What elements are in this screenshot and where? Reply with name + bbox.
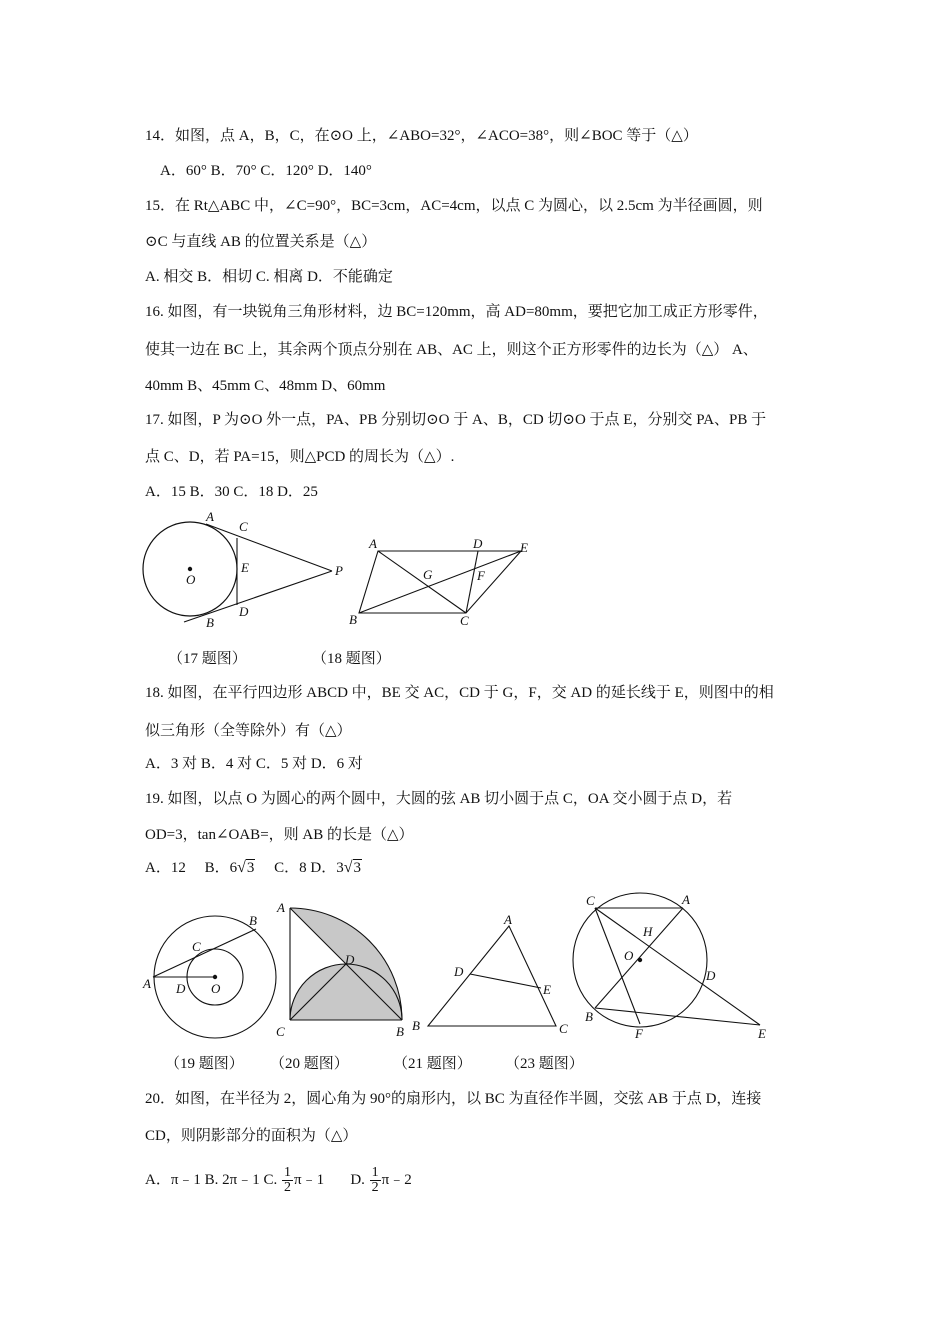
fig18-label-e: E xyxy=(520,540,528,555)
q16-line3: 40mm B、45mm C、48mm D、60mm xyxy=(145,378,386,394)
fig20-label-c: C xyxy=(276,1024,285,1039)
fig18-line-ac xyxy=(378,551,466,613)
fig23-line-cf xyxy=(595,908,640,1024)
q19-opt-b-radicand: 3 xyxy=(246,860,255,876)
fig23-label-d: D xyxy=(706,968,716,983)
fig23-label-c: C xyxy=(586,893,595,908)
figure-21 xyxy=(408,912,578,1037)
fig19-label-c: C xyxy=(192,939,201,954)
q14-options: A．60° B．70° C．120° D．140° xyxy=(160,163,372,179)
fig19-label-o: O xyxy=(211,981,221,996)
q15-line2: ⊙C 与直线 AB 的位置关系是（△） xyxy=(145,234,377,250)
figure-23 xyxy=(565,888,775,1043)
q20-opt-d-den: 2 xyxy=(371,1180,379,1196)
fig23-line-be xyxy=(595,1008,760,1025)
caption-fig21: （21 题图） xyxy=(393,1056,472,1072)
q20-opt-d-tail: π﹣2 xyxy=(381,1172,412,1188)
fig17-label-e: E xyxy=(241,560,249,575)
fig23-line-ce xyxy=(595,908,760,1025)
q19-line2: OD=3，tan∠OAB=，则 AB 的长是（△） xyxy=(145,827,414,843)
fig17-label-o: O xyxy=(186,572,196,587)
q19-opt-b-prefix: B．6 xyxy=(204,860,238,876)
fig21-triangle xyxy=(428,926,556,1026)
caption-fig19: （19 题图） xyxy=(165,1056,244,1072)
fig19-center-dot xyxy=(213,975,217,979)
fig21-label-d: D xyxy=(454,964,464,979)
caption-fig17: （17 题图） xyxy=(168,651,247,667)
q20-opt-d-prefix: D. xyxy=(350,1172,365,1188)
q15-options: A. 相交 B．相切 C. 相离 D．不能确定 xyxy=(145,269,393,285)
caption-fig20: （20 题图） xyxy=(270,1056,349,1072)
fig21-line-de xyxy=(470,974,541,988)
q20-opt-d-fraction xyxy=(370,1166,381,1195)
fig17-center-dot xyxy=(188,567,192,571)
q15-line1: 15．在 Rt△ABC 中，∠C=90°，BC=3cm，AC=4cm，以点 C 为圆心，以 2.5cm 为半径画圆，则 xyxy=(145,198,763,214)
fig23-label-b: B xyxy=(585,1009,593,1024)
figure-17 xyxy=(140,510,350,635)
fig18-label-d: D xyxy=(473,536,483,551)
q18-line1: 18. 如图，在平行四边形 ABCD 中，BE 交 AC，CD 于 G，F，交 AD 的延长线于 E，则图中的相 xyxy=(145,685,774,701)
q20-opt-c-tail: π﹣1 xyxy=(294,1172,325,1188)
fig19-label-a: A xyxy=(143,976,151,991)
figure-18 xyxy=(345,532,535,632)
q20-opt-c-fraction xyxy=(282,1166,293,1195)
q19-options: A．12 B．6√3 C．8 D．3√3 xyxy=(145,859,362,876)
q14-stem: 14．如图，点 A，B，C，在⊙O 上，∠ABO=32°，∠ACO=38°，则∠BOC 等于（△） xyxy=(145,128,698,144)
q19-line1: 19. 如图，以点 O 为圆心的两个圆中，大圆的弦 AB 切小圆于点 C，OA 交小圆于点 D，若 xyxy=(145,791,733,807)
caption-fig18: （18 题图） xyxy=(312,651,391,667)
fig19-chord-ab xyxy=(153,929,256,977)
fig21-label-c: C xyxy=(559,1021,568,1036)
fig18-label-c: C xyxy=(460,613,469,628)
q17-line1: 17. 如图，P 为⊙O 外一点，PA、PB 分别切⊙O 于 A、B，CD 切⊙O 于点 E，分别交 PA、PB 于 xyxy=(145,412,767,428)
fig18-label-g: G xyxy=(423,567,433,582)
q20-options xyxy=(145,1164,412,1196)
figure-19 xyxy=(140,905,285,1040)
fig23-label-e: E xyxy=(758,1026,766,1041)
q19-opt-d-radicand: 3 xyxy=(353,860,362,876)
fig17-line-pa xyxy=(206,524,332,571)
fig18-label-f: F xyxy=(477,568,485,583)
q16-line1: 16. 如图，有一块锐角三角形材料，边 BC=120mm，高 AD=80mm，要把它加工成正方形零件， xyxy=(145,304,768,320)
q19-opt-cd-prefix: C．8 D．3 xyxy=(274,860,344,876)
fig21-label-b: B xyxy=(412,1018,420,1033)
fig20-label-a: A xyxy=(277,900,285,915)
fig17-label-p: P xyxy=(335,563,343,578)
fig17-label-b: B xyxy=(206,615,214,630)
fig21-label-e: E xyxy=(543,982,551,997)
q19-opt-a: A．12 xyxy=(145,860,186,876)
q18-options: A．3 对 B．4 对 C．5 对 D．6 对 xyxy=(145,756,363,772)
fig20-label-b: B xyxy=(396,1024,404,1039)
q20-opt-c-num: 1 xyxy=(284,1165,291,1181)
fig18-label-b: B xyxy=(349,612,357,627)
fig23-label-h: H xyxy=(643,924,653,939)
fig17-label-c: C xyxy=(239,519,248,534)
fig20-label-d: D xyxy=(345,952,355,967)
q20-opt-ab: A．π﹣1 B. 2π﹣1 C. xyxy=(145,1172,278,1188)
fig18-line-be xyxy=(359,551,521,613)
fig23-center-dot xyxy=(638,958,642,962)
fig21-label-a: A xyxy=(504,912,512,927)
q17-line2: 点 C、D，若 PA=15，则△PCD 的周长为（△）. xyxy=(145,449,455,465)
caption-fig23: （23 题图） xyxy=(505,1056,584,1072)
fig23-label-o: O xyxy=(624,948,634,963)
fig18-label-a: A xyxy=(369,536,377,551)
q17-options: A．15 B．30 C．18 D．25 xyxy=(145,484,318,500)
q20-opt-c-den: 2 xyxy=(284,1180,291,1196)
q16-line2: 使其一边在 BC 上，其余两个顶点分别在 AB、AC 上，则这个正方形零件的边长为（△） A、 xyxy=(145,342,758,358)
fig23-label-a: A xyxy=(682,892,690,907)
q20-line2: CD，则阴影部分的面积为（△） xyxy=(145,1128,358,1144)
q18-line2: 似三角形（全等除外）有（△） xyxy=(145,723,352,739)
fig17-label-d: D xyxy=(239,604,249,619)
fig23-label-f: F xyxy=(635,1026,643,1041)
q20-line1: 20．如图，在半径为 2，圆心角为 90°的扇形内，以 BC 为直径作半圆，交弦 AB 于点 D，连接 xyxy=(145,1091,762,1107)
fig19-label-d: D xyxy=(176,981,186,996)
fig23-line-ab xyxy=(595,908,683,1008)
fig19-label-b: B xyxy=(249,913,257,928)
figure-20 xyxy=(272,898,412,1043)
q20-opt-d-num: 1 xyxy=(371,1165,379,1181)
fig17-label-a: A xyxy=(206,509,214,524)
